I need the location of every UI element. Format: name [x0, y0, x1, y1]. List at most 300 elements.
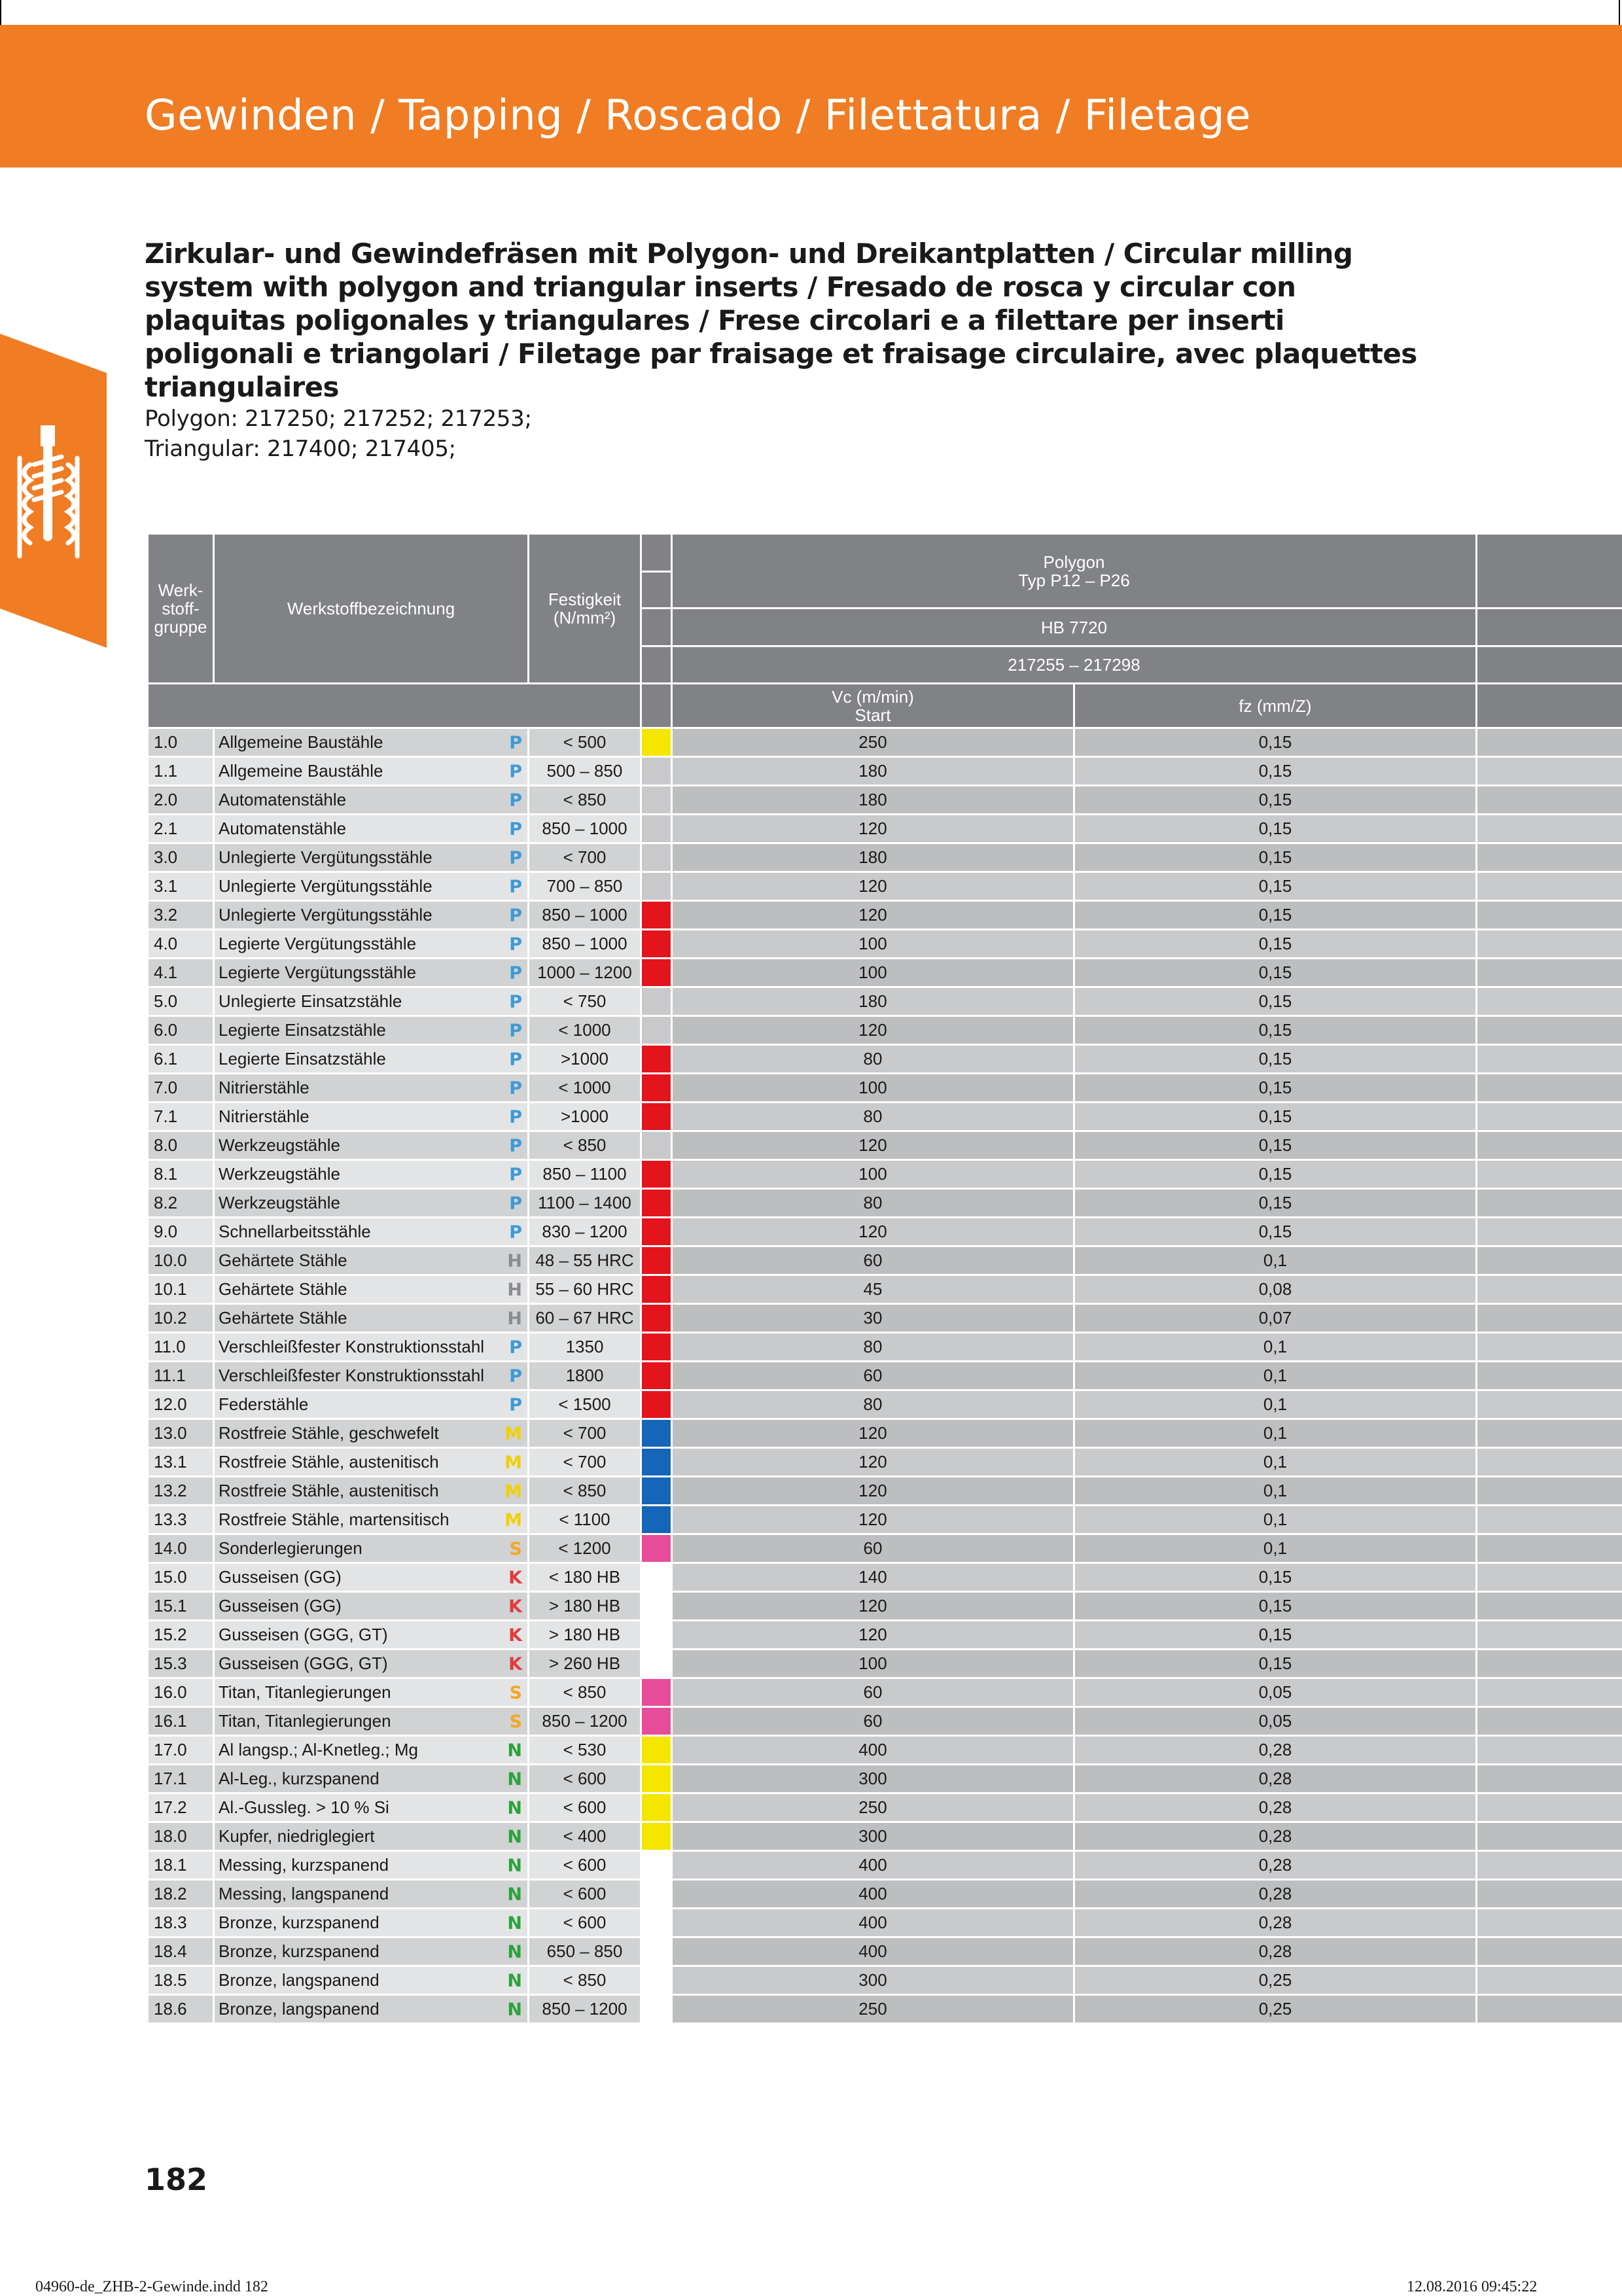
cutting-speed-value: 120	[672, 1448, 1074, 1477]
material-name-cell	[214, 1534, 529, 1563]
strength-value: < 750	[529, 987, 641, 1016]
feed-per-tooth-value: 0,15	[1074, 1160, 1477, 1189]
material-group: 1.1	[148, 757, 214, 786]
table-row	[148, 815, 1622, 843]
iso-group-letter: N	[507, 2000, 522, 2020]
blank-cell	[1477, 959, 1622, 987]
material-name-cell	[214, 757, 529, 786]
material-group: 13.2	[148, 1477, 214, 1506]
strength-value: < 850	[529, 1966, 641, 1995]
suitability-swatch	[641, 1621, 672, 1650]
suitability-swatch	[641, 1160, 672, 1189]
feed-per-tooth-value: 0,28	[1074, 1909, 1477, 1937]
material-group: 10.2	[148, 1304, 214, 1333]
suitability-swatch	[641, 728, 672, 757]
material-name: Rostfreie Stähle, austenitisch	[219, 1481, 439, 1500]
feed-per-tooth-value: 0,25	[1074, 1995, 1477, 2024]
strength-value: 700 – 850	[529, 872, 641, 901]
strength-value: 500 – 850	[529, 757, 641, 786]
suitability-swatch	[641, 1534, 672, 1563]
table-row	[148, 1506, 1622, 1534]
table-row	[148, 1390, 1622, 1419]
material-name: Nitrierstähle	[219, 1106, 309, 1126]
suitability-swatch	[641, 959, 672, 987]
blank-cell	[1477, 1045, 1622, 1074]
polygon-article-numbers: Polygon: 217250; 217252; 217253;	[145, 404, 1440, 434]
material-name: Automatenstähle	[219, 790, 346, 809]
strength-value: > 180 HB	[529, 1592, 641, 1621]
material-name: Al.-Gussleg. > 10 % Si	[219, 1797, 389, 1817]
material-group: 18.3	[148, 1909, 214, 1937]
suitability-swatch	[641, 1822, 672, 1851]
feed-per-tooth-value: 0,1	[1074, 1448, 1477, 1477]
table-row	[148, 728, 1622, 757]
table-row	[148, 757, 1622, 786]
feed-per-tooth-value: 0,15	[1074, 1045, 1477, 1074]
strength-value: < 850	[529, 786, 641, 815]
feed-per-tooth-value: 0,1	[1074, 1419, 1477, 1448]
material-group: 9.0	[148, 1218, 214, 1246]
suitability-swatch	[641, 1275, 672, 1304]
material-name: Unlegierte Vergütungsstähle	[219, 905, 432, 925]
suitability-swatch	[641, 1966, 672, 1995]
material-name: Schnellarbeitsstähle	[219, 1222, 371, 1241]
material-group: 8.2	[148, 1189, 214, 1218]
suitability-swatch	[641, 1045, 672, 1074]
blank-cell	[1477, 1793, 1622, 1822]
material-name-cell	[214, 786, 529, 815]
blank-cell	[1477, 843, 1622, 872]
material-name: Legierte Vergütungsstähle	[219, 963, 416, 982]
material-name: Gusseisen (GGG, GT)	[219, 1653, 388, 1673]
table-row	[148, 1937, 1622, 1966]
blank-cell	[1477, 1390, 1622, 1419]
material-name: Sonderlegierungen	[219, 1538, 362, 1558]
page-title: Gewinden / Tapping / Roscado / Filettatura / Filetage	[145, 92, 1251, 140]
material-name: Gusseisen (GG)	[219, 1596, 342, 1616]
header-blank-cell	[641, 609, 672, 646]
iso-group-letter: P	[509, 1222, 522, 1243]
material-name-cell	[214, 815, 529, 843]
table-row	[148, 930, 1622, 959]
suitability-swatch	[641, 1506, 672, 1534]
iso-group-letter: K	[508, 1568, 522, 1588]
material-name-cell	[214, 1304, 529, 1333]
strength-value: 830 – 1200	[529, 1218, 641, 1246]
cutting-speed-value: 100	[672, 959, 1074, 987]
header-hb: HB 7720	[672, 609, 1477, 646]
table-row	[148, 1563, 1622, 1592]
crop-marks	[0, 0, 1622, 25]
cutting-speed-value: 180	[672, 757, 1074, 786]
header-material-group: Werk- stoff- gruppe	[148, 534, 214, 684]
suitability-swatch	[641, 1995, 672, 2024]
header-blank-cell	[641, 684, 672, 728]
blank-cell	[1477, 1650, 1622, 1678]
material-group: 7.1	[148, 1103, 214, 1131]
header-spacer	[148, 684, 641, 728]
material-group: 17.2	[148, 1793, 214, 1822]
feed-per-tooth-value: 0,08	[1074, 1275, 1477, 1304]
strength-value: < 850	[529, 1131, 641, 1160]
strength-value: 55 – 60 HRC	[529, 1275, 641, 1304]
table-row	[148, 1621, 1622, 1650]
material-group: 15.3	[148, 1650, 214, 1678]
material-name: Verschleißfester Konstruktionsstahl	[219, 1366, 484, 1385]
table-row	[148, 843, 1622, 872]
suitability-swatch	[641, 1650, 672, 1678]
material-name: Gehärtete Stähle	[219, 1279, 347, 1299]
header-blank-right	[1477, 609, 1622, 646]
strength-value: 850 – 1000	[529, 930, 641, 959]
feed-per-tooth-value: 0,15	[1074, 728, 1477, 757]
crop-mark-left	[0, 0, 1, 25]
material-group: 3.1	[148, 872, 214, 901]
table-row	[148, 872, 1622, 901]
suitability-swatch	[641, 1131, 672, 1160]
cutting-speed-value: 120	[672, 1419, 1074, 1448]
table-row	[148, 1275, 1622, 1304]
material-group: 18.0	[148, 1822, 214, 1851]
suitability-swatch	[641, 1937, 672, 1966]
blank-cell	[1477, 1966, 1622, 1995]
iso-group-letter: K	[508, 1597, 522, 1617]
blank-cell	[1477, 1937, 1622, 1966]
cutting-speed-value: 100	[672, 1074, 1074, 1103]
triangular-article-numbers: Triangular: 217400; 217405;	[145, 434, 1440, 464]
feed-per-tooth-value: 0,15	[1074, 1650, 1477, 1678]
cutting-speed-value: 400	[672, 1736, 1074, 1765]
table-row	[148, 1419, 1622, 1448]
strength-value: < 600	[529, 1851, 641, 1880]
blank-cell	[1477, 1621, 1622, 1650]
material-name-cell	[214, 1275, 529, 1304]
material-name-cell	[214, 1390, 529, 1419]
iso-group-letter: P	[509, 848, 522, 868]
material-name: Werkzeugstähle	[219, 1164, 340, 1184]
strength-value: < 1500	[529, 1390, 641, 1419]
material-name: Gusseisen (GG)	[219, 1567, 342, 1587]
blank-cell	[1477, 1678, 1622, 1707]
material-group: 18.6	[148, 1995, 214, 2024]
feed-per-tooth-value: 0,05	[1074, 1707, 1477, 1736]
blank-cell	[1477, 1304, 1622, 1333]
cutting-speed-value: 250	[672, 728, 1074, 757]
strength-value: < 600	[529, 1880, 641, 1909]
material-name: Titan, Titanlegierungen	[219, 1711, 391, 1731]
cutting-speed-value: 400	[672, 1851, 1074, 1880]
cutting-speed-value: 60	[672, 1362, 1074, 1390]
cutting-speed-value: 60	[672, 1246, 1074, 1275]
material-name-cell	[214, 1160, 529, 1189]
blank-cell	[1477, 1880, 1622, 1909]
iso-group-letter: P	[509, 1078, 522, 1099]
iso-group-letter: P	[509, 1136, 522, 1156]
strength-value: < 1000	[529, 1074, 641, 1103]
suitability-swatch	[641, 1765, 672, 1793]
material-name-cell	[214, 1909, 529, 1937]
strength-value: > 260 HB	[529, 1650, 641, 1678]
table-row	[148, 1909, 1622, 1937]
strength-value: 1350	[529, 1333, 641, 1362]
suitability-swatch	[641, 757, 672, 786]
material-group: 13.1	[148, 1448, 214, 1477]
suitability-swatch	[641, 872, 672, 901]
table-row	[148, 1160, 1622, 1189]
feed-per-tooth-value: 0,28	[1074, 1937, 1477, 1966]
material-name-cell	[214, 1736, 529, 1765]
cutting-speed-value: 180	[672, 786, 1074, 815]
material-name-cell	[214, 1448, 529, 1477]
blank-cell	[1477, 1822, 1622, 1851]
cutting-speed-value: 120	[672, 1218, 1074, 1246]
header-blank-right	[1477, 534, 1622, 609]
strength-value: < 850	[529, 1477, 641, 1506]
strength-value: 650 – 850	[529, 1937, 641, 1966]
iso-group-letter: P	[509, 790, 522, 811]
cutting-speed-value: 180	[672, 843, 1074, 872]
material-group: 8.1	[148, 1160, 214, 1189]
blank-cell	[1477, 1131, 1622, 1160]
iso-group-letter: N	[507, 1856, 522, 1876]
section-tab	[0, 334, 107, 648]
strength-value: >1000	[529, 1045, 641, 1074]
cutting-speed-value: 80	[672, 1390, 1074, 1419]
material-group: 16.0	[148, 1678, 214, 1707]
blank-cell	[1477, 1419, 1622, 1448]
cutting-speed-value: 80	[672, 1103, 1074, 1131]
suitability-swatch	[641, 1218, 672, 1246]
material-name: Kupfer, niedriglegiert	[219, 1826, 374, 1846]
material-group: 13.3	[148, 1506, 214, 1534]
strength-value: < 600	[529, 1765, 641, 1793]
iso-group-letter: H	[507, 1251, 522, 1271]
table-row	[148, 1189, 1622, 1218]
page-number: 182	[145, 2162, 207, 2197]
table-row	[148, 959, 1622, 987]
material-name: Rostfreie Stähle, austenitisch	[219, 1452, 439, 1472]
feed-per-tooth-value: 0,15	[1074, 901, 1477, 930]
material-name-cell	[214, 1851, 529, 1880]
thread-tap-icon	[0, 334, 107, 648]
suitability-swatch	[641, 1736, 672, 1765]
strength-value: > 180 HB	[529, 1621, 641, 1650]
iso-group-letter: P	[509, 1107, 522, 1127]
material-group: 7.0	[148, 1074, 214, 1103]
blank-cell	[1477, 1506, 1622, 1534]
intro-block	[145, 237, 1440, 464]
feed-per-tooth-value: 0,1	[1074, 1534, 1477, 1563]
feed-per-tooth-value: 0,1	[1074, 1477, 1477, 1506]
strength-value: < 850	[529, 1678, 641, 1707]
suitability-swatch	[641, 1016, 672, 1045]
material-name-cell	[214, 1678, 529, 1707]
cutting-speed-value: 120	[672, 815, 1074, 843]
material-group: 11.0	[148, 1333, 214, 1362]
strength-value: < 700	[529, 1448, 641, 1477]
table-row	[148, 1822, 1622, 1851]
material-name-cell	[214, 1966, 529, 1995]
feed-per-tooth-value: 0,28	[1074, 1736, 1477, 1765]
iso-group-letter: P	[509, 934, 522, 955]
material-name-cell	[214, 1362, 529, 1390]
material-group: 13.0	[148, 1419, 214, 1448]
material-name-cell	[214, 1765, 529, 1793]
strength-value: 850 – 1100	[529, 1160, 641, 1189]
table-row	[148, 1707, 1622, 1736]
table-row	[148, 1650, 1622, 1678]
feed-per-tooth-value: 0,28	[1074, 1793, 1477, 1822]
material-name: Legierte Einsatzstähle	[219, 1049, 386, 1069]
suitability-swatch	[641, 1477, 672, 1506]
feed-per-tooth-value: 0,15	[1074, 1016, 1477, 1045]
material-name-cell	[214, 1419, 529, 1448]
header-polygon: Polygon Typ P12 – P26	[672, 534, 1477, 609]
table-row	[148, 1448, 1622, 1477]
suitability-swatch	[641, 1563, 672, 1592]
blank-cell	[1477, 1074, 1622, 1103]
suitability-swatch	[641, 786, 672, 815]
cutting-speed-value: 80	[672, 1189, 1074, 1218]
feed-per-tooth-value: 0,15	[1074, 757, 1477, 786]
feed-per-tooth-value: 0,1	[1074, 1506, 1477, 1534]
table-row	[148, 1103, 1622, 1131]
blank-cell	[1477, 1707, 1622, 1736]
table-row	[148, 1016, 1622, 1045]
blank-cell	[1477, 1160, 1622, 1189]
iso-group-letter: P	[509, 819, 522, 839]
suitability-swatch	[641, 1707, 672, 1736]
material-name: Werkzeugstähle	[219, 1193, 340, 1212]
material-name-cell	[214, 1045, 529, 1074]
table-row	[148, 1074, 1622, 1103]
strength-value: < 400	[529, 1822, 641, 1851]
table-row	[148, 1736, 1622, 1765]
table-row	[148, 1131, 1622, 1160]
material-name: Legierte Einsatzstähle	[219, 1020, 386, 1040]
iso-group-letter: N	[507, 1942, 522, 1962]
blank-cell	[1477, 1103, 1622, 1131]
material-name: Messing, kurzspanend	[219, 1855, 389, 1875]
cutting-speed-value: 100	[672, 1160, 1074, 1189]
material-name: Federstähle	[219, 1394, 308, 1414]
cutting-speed-value: 120	[672, 1506, 1074, 1534]
cutting-speed-value: 80	[672, 1045, 1074, 1074]
iso-group-letter: P	[509, 1193, 522, 1214]
material-group: 14.0	[148, 1534, 214, 1563]
strength-value: 48 – 55 HRC	[529, 1246, 641, 1275]
iso-group-letter: P	[509, 762, 522, 782]
table-row	[148, 1534, 1622, 1563]
material-group: 8.0	[148, 1131, 214, 1160]
material-group: 4.0	[148, 930, 214, 959]
table-row	[148, 786, 1622, 815]
iso-group-letter: N	[507, 1913, 522, 1934]
suitability-swatch	[641, 1246, 672, 1275]
feed-per-tooth-value: 0,15	[1074, 1131, 1477, 1160]
iso-group-letter: P	[509, 733, 522, 753]
suitability-swatch	[641, 930, 672, 959]
material-name: Bronze, kurzspanend	[219, 1941, 379, 1961]
table-row	[148, 1851, 1622, 1880]
material-name-cell	[214, 901, 529, 930]
material-name-cell	[214, 1621, 529, 1650]
blank-cell	[1477, 815, 1622, 843]
material-name-cell	[214, 987, 529, 1016]
header-article-range: 217255 – 217298	[672, 646, 1477, 684]
material-group: 3.2	[148, 901, 214, 930]
suitability-swatch	[641, 1592, 672, 1621]
material-name-cell	[214, 1131, 529, 1160]
suitability-swatch	[641, 901, 672, 930]
cutting-speed-value: 140	[672, 1563, 1074, 1592]
cutting-speed-value: 180	[672, 987, 1074, 1016]
cutting-speed-value: 250	[672, 1793, 1074, 1822]
cutting-speed-value: 60	[672, 1534, 1074, 1563]
suitability-swatch	[641, 1793, 672, 1822]
material-name-cell	[214, 1650, 529, 1678]
suitability-swatch	[641, 1103, 672, 1131]
header-strength: Festigkeit (N/mm²)	[529, 534, 641, 684]
table-row	[148, 1045, 1622, 1074]
section-heading: Zirkular- und Gewindefräsen mit Polygon- und Dreikantplatten / Circular milling system with polygon and triangular inserts / Fresado de rosca y circular con plaquitas poligonales y triangulares / Frese circolari e a filettare per inserti poligonali e triangolari / Filetage par fraisage et fraisage circulaire, avec plaquettes triangulaires	[145, 237, 1440, 404]
material-name-cell	[214, 1937, 529, 1966]
cutting-speed-value: 120	[672, 1621, 1074, 1650]
table-row	[148, 1218, 1622, 1246]
header-blank-cell	[641, 534, 672, 572]
strength-value: < 1200	[529, 1534, 641, 1563]
iso-group-letter: H	[507, 1309, 522, 1329]
blank-cell	[1477, 1534, 1622, 1563]
material-name: Gehärtete Stähle	[219, 1308, 347, 1328]
material-name: Legierte Vergütungsstähle	[219, 934, 416, 953]
iso-group-letter: P	[509, 1337, 522, 1358]
blank-cell	[1477, 872, 1622, 901]
table-row	[148, 1880, 1622, 1909]
cutting-speed-value: 45	[672, 1275, 1074, 1304]
strength-value: < 700	[529, 1419, 641, 1448]
suitability-swatch	[641, 815, 672, 843]
iso-group-letter: P	[509, 992, 522, 1012]
cutting-speed-value: 120	[672, 901, 1074, 930]
material-group: 16.1	[148, 1707, 214, 1736]
material-group: 10.1	[148, 1275, 214, 1304]
feed-per-tooth-value: 0,15	[1074, 843, 1477, 872]
material-group: 17.0	[148, 1736, 214, 1765]
crop-mark-right	[1619, 0, 1620, 25]
suitability-swatch	[641, 1362, 672, 1390]
blank-cell	[1477, 728, 1622, 757]
blank-cell	[1477, 987, 1622, 1016]
material-name-cell	[214, 1074, 529, 1103]
cutting-speed-value: 400	[672, 1909, 1074, 1937]
footer-file-info: 04960-de_ZHB-2-Gewinde.indd 182	[35, 2278, 268, 2296]
cutting-speed-value: 120	[672, 872, 1074, 901]
iso-group-letter: S	[510, 1539, 522, 1559]
suitability-swatch	[641, 843, 672, 872]
feed-per-tooth-value: 0,1	[1074, 1333, 1477, 1362]
material-name-cell	[214, 872, 529, 901]
header-material-name: Werkstoffbezeichnung	[214, 534, 529, 684]
suitability-swatch	[641, 1304, 672, 1333]
blank-cell	[1477, 1246, 1622, 1275]
cutting-speed-value: 120	[672, 1477, 1074, 1506]
material-group: 12.0	[148, 1390, 214, 1419]
table-row	[148, 1304, 1622, 1333]
suitability-swatch	[641, 1880, 672, 1909]
strength-value: < 600	[529, 1793, 641, 1822]
iso-group-letter: P	[509, 1021, 522, 1041]
